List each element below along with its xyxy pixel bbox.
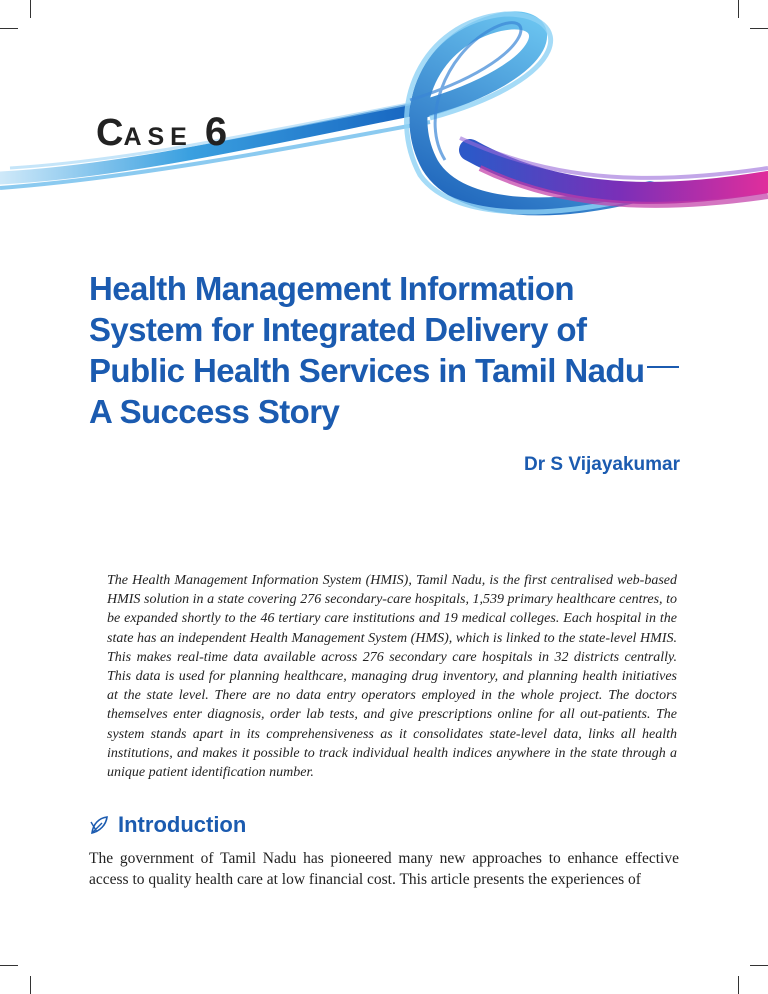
- em-dash: [647, 366, 679, 368]
- section-heading: [89, 812, 246, 838]
- crop-mark: [738, 976, 739, 994]
- case-label: [96, 110, 227, 155]
- title-line: A Success Story: [89, 393, 340, 430]
- abstract: The Health Management Information System (HMIS), Tamil Nadu, is the first centralised web-based HMIS solution in a state covering 276 secondary-care hospitals, 1,539 primary healthcare centres, to be expanded shortly to the 46 tertiary care institutions and 19 medical colleges. Each hospital in the state has an independent Health Management System (HMS), which is linked to the state-level HMIS. This makes real-time data available across 276 secondary care hospitals in 32 districts centrally. This data is used for planning healthcare, managing drug inventory, and planning health initiatives at the state level. There are no data entry operators employed in the whole project. The doctors themselves enter diagnosis, order lab tests, and give prescriptions online for all out-patients. The system stands apart in its comprehensiveness as it consolidates state-level data, links all health institutions, and makes it possible to track individual health indices anywhere in the state through a unique patient identification number.: [107, 573, 677, 781]
- title-line: Public Health Services in Tamil Nadu: [89, 352, 645, 389]
- case-number: 6: [204, 110, 228, 154]
- author-name: Dr S Vijayakumar: [524, 454, 680, 475]
- title-line: System for Integrated Delivery of: [89, 311, 587, 348]
- case-initial: C: [96, 112, 124, 154]
- leaf-icon: [89, 814, 109, 836]
- section-title: Introduction: [118, 812, 247, 837]
- crop-mark: [30, 976, 31, 994]
- crop-mark: [750, 965, 768, 966]
- article-title: [89, 268, 689, 432]
- title-line: Health Management Information: [89, 270, 574, 307]
- title-line-with-dash: [89, 350, 689, 391]
- body-paragraph: The government of Tamil Nadu has pioneered many new approaches to enhance effective access to quality health care at low financial cost. This article presents the experiences of: [89, 850, 679, 888]
- case-word: ASE: [123, 123, 193, 151]
- crop-mark: [0, 965, 18, 966]
